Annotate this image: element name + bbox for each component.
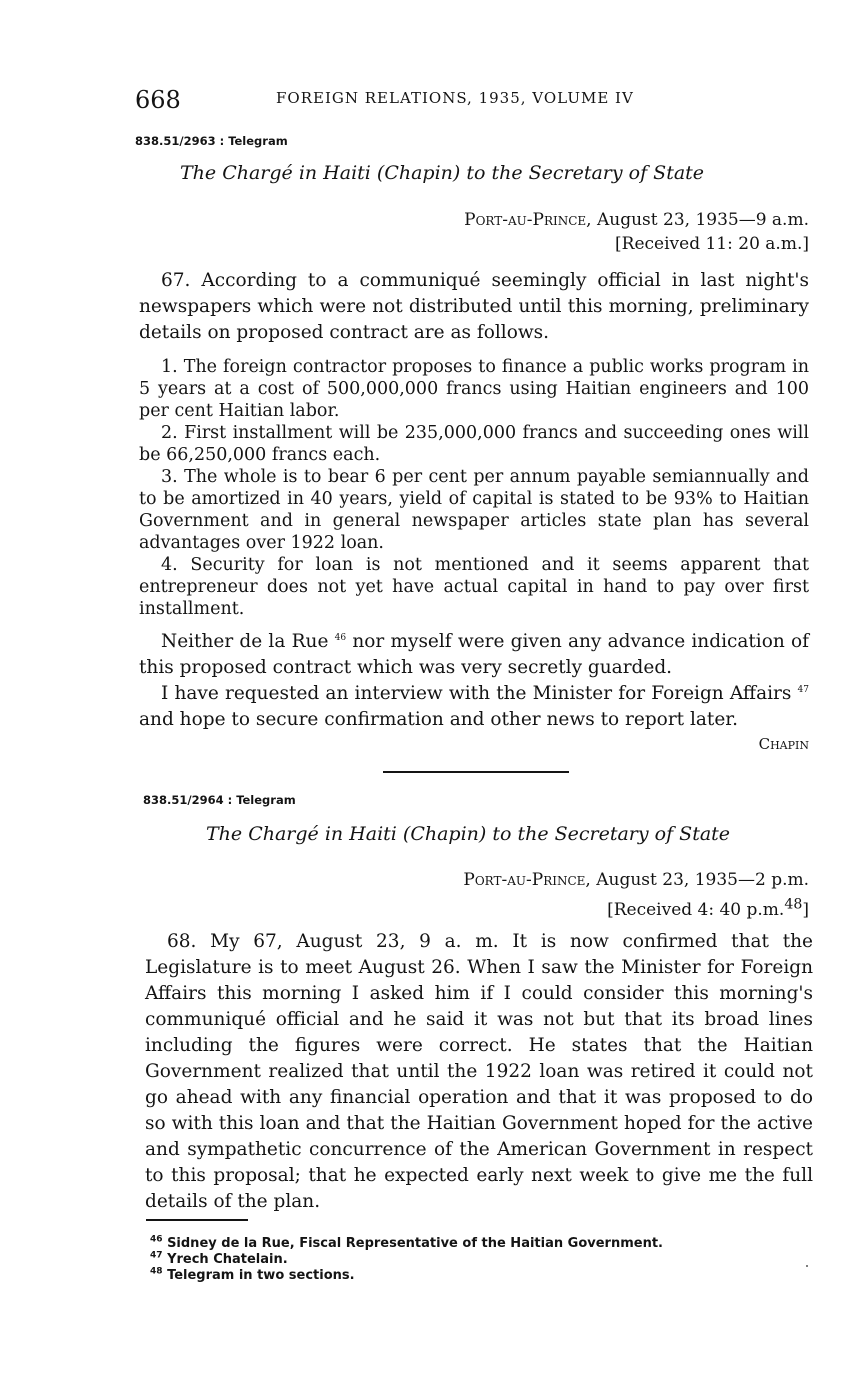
footnote-ref-48[interactable]: 48 <box>784 896 803 912</box>
list-item: 4. Security for loan is not mentioned and it seems apparent that entrepreneur does not yet have actual capital in hand to pay over first installment. <box>139 555 809 619</box>
footnote-47 <box>150 1252 663 1268</box>
scan-speck <box>806 1265 808 1267</box>
list-item: 2. First installment will be 235,000,000 francs and succeeding ones will be 66,250,000 francs each. <box>139 423 809 465</box>
file-reference-2: 838.51/2964 : Telegram <box>143 793 296 807</box>
footnote-rule <box>146 1219 248 1221</box>
list-item: 3. The whole is to bear 6 per cent per annum payable semiannually and to be amortized in 40 years, yield of capital is stated to be 93% to Haitian Government and in general newspaper articles state plan has several advantages over 1922 loan. <box>139 467 809 553</box>
footnote-mark: 48 <box>150 1266 163 1277</box>
received-text: ] <box>802 899 809 920</box>
footnote-48 <box>150 1268 663 1284</box>
signature-1: Chapin <box>758 735 809 753</box>
list-item: 1. The foreign contractor proposes to finance a public works program in 5 years at a cost of 500,000,000 francs using Haitian engineers and 100 per cent Haitian labor. <box>139 357 809 421</box>
place-2: Port-au-Prince, <box>463 870 591 890</box>
footnote-mark: 47 <box>150 1250 163 1261</box>
intro-paragraph-1: 67. According to a communiqué seemingly official in last night's newspapers which were not distributed until this morning, preliminary details on proposed contract are as follows. <box>139 270 809 343</box>
paragraph-interview <box>139 681 809 733</box>
received-1: [Received 11: 20 a.m.] <box>615 234 809 254</box>
footnote-mark: 46 <box>150 1234 163 1245</box>
footnote-text: Yrech Chatelain. <box>167 1252 288 1267</box>
footnotes <box>150 1236 663 1284</box>
paragraph-text: nor myself were given any advance indication of this proposed contract which was very secretly guarded. <box>139 631 809 678</box>
contract-details-list <box>139 356 809 620</box>
footnote-ref-46[interactable]: 46 <box>334 632 347 643</box>
paragraph-text: and hope to secure confirmation and other news to report later. <box>139 709 738 730</box>
footnote-46 <box>150 1236 663 1252</box>
dateline-1 <box>464 208 809 256</box>
document-title-2: The Chargé in Haiti (Chapin) to the Secretary of State <box>206 823 731 845</box>
place-1: Port-au-Prince, <box>464 210 592 230</box>
page-number: 668 <box>135 86 181 114</box>
dateline-2 <box>463 868 809 922</box>
running-header: FOREIGN RELATIONS, 1935, VOLUME IV <box>276 89 634 107</box>
document-title-1: The Chargé in Haiti (Chapin) to the Secretary of State <box>180 162 705 184</box>
footnote-text: Telegram in two sections. <box>167 1268 355 1283</box>
paragraph-de-la-rue <box>139 629 809 681</box>
footnote-ref-47[interactable]: 47 <box>797 684 809 695</box>
footnote-text: Sidney de la Rue, Fiscal Representative of the Haitian Government. <box>167 1236 663 1251</box>
paragraph-text: I have requested an interview with the Minister for Foreign Affairs <box>161 683 792 704</box>
body-paragraph-2: 68. My 67, August 23, 9 a. m. It is now confirmed that the Legislature is to meet August 26. When I saw the Minister for Foreign Affairs this morning I asked him if I could consider this morning's communiqué official and he said it was not but that its broad lines including the figures were correct. He states that the Haitian Government realized that until the 1922 loan was retired it could not go ahead with any financial operation and that it was proposed to do so with this loan and that the Haitian Government hoped for the active and sympathetic concurrence of the American Government in respect to this proposal; that he expected early next week to give me the full details of the plan. <box>145 931 813 1212</box>
paragraph-text: Neither de la Rue <box>161 631 329 652</box>
received-2 <box>607 896 809 920</box>
date-1: August 23, 1935—9 a.m. <box>596 210 809 230</box>
section-divider <box>383 771 569 773</box>
date-2: August 23, 1935—2 p.m. <box>596 870 809 890</box>
file-reference-1: 838.51/2963 : Telegram <box>135 134 288 148</box>
received-text: [Received 4: 40 p.m. <box>607 899 785 920</box>
